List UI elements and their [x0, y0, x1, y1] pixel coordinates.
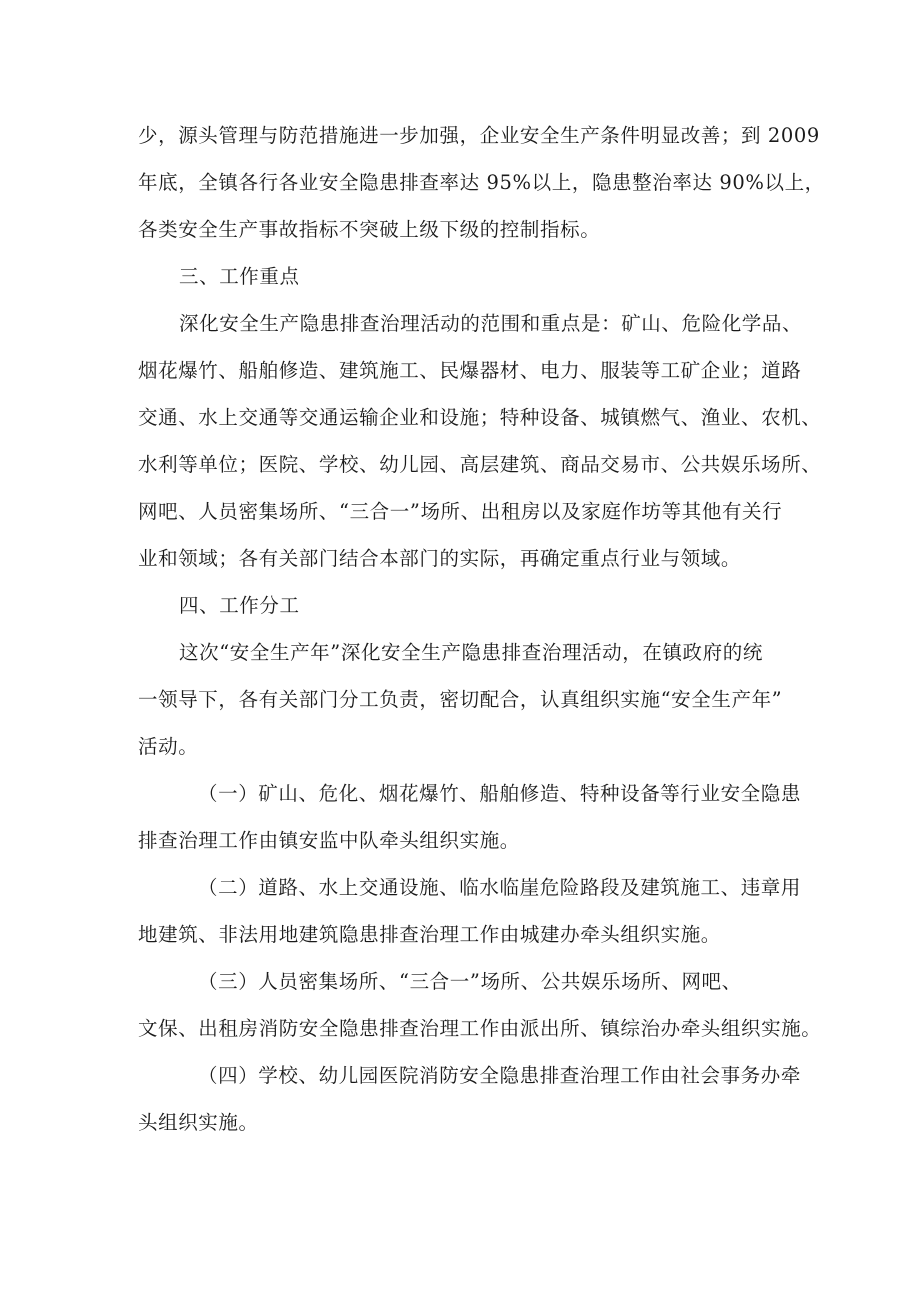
paragraph — [138, 629, 798, 770]
text-line: 少，源头管理与防范措施进一步加强，企业安全生产条件明显改善；到 2009 — [138, 124, 820, 147]
text-line: 地建筑、非法用地建筑隐患排查治理工作由城建办牵头组织实施。 — [138, 923, 721, 946]
text-line: 四、工作分工 — [179, 594, 300, 617]
section-heading — [138, 582, 798, 629]
section-heading — [138, 253, 798, 300]
text-line: 三、工作重点 — [179, 265, 300, 288]
paragraph — [138, 864, 802, 958]
text-line: 深化安全生产隐患排查治理活动的范围和重点是：矿山、危险化学品、 — [179, 312, 803, 335]
text-line: 网吧、人员密集场所、“三合一”场所、出租房以及家庭作坊等其他有关行 — [138, 500, 783, 523]
text-line: 活动。 — [138, 735, 199, 758]
text-line: 文保、出租房消防安全隐患排查治理工作由派出所、镇综治办牵头组织实施。 — [138, 1017, 822, 1040]
paragraph — [138, 1052, 802, 1146]
text-line: （二）道路、水上交通设施、临水临崖危险路段及建筑施工、违章用 — [198, 876, 802, 899]
text-line: 各类安全生产事故指标不突破上级下级的控制指标。 — [138, 218, 601, 241]
text-line: 年底，全镇各行各业安全隐患排查率达 95%以上，隐患整治率达 90%以上， — [138, 171, 825, 194]
paragraph — [138, 958, 822, 1052]
paragraph — [138, 112, 825, 253]
document-body — [138, 112, 825, 1146]
text-line: 这次“安全生产年”深化安全生产隐患排查治理活动，在镇政府的统 — [179, 641, 763, 664]
text-line: 业和领域；各有关部门结合本部门的实际，再确定重点行业与领域。 — [138, 547, 742, 570]
text-line: 头组织实施。 — [138, 1111, 259, 1134]
text-line: 烟花爆竹、船舶修造、建筑施工、民爆器材、电力、服装等工矿企业；道路 — [138, 359, 802, 382]
paragraph — [138, 300, 822, 582]
text-line: 交通、水上交通等交通运输企业和设施；特种设备、城镇燃气、渔业、农机、 — [138, 406, 822, 429]
text-line: （三）人员密集场所、“三合一”场所、公共娱乐场所、网吧、 — [198, 970, 742, 993]
text-line: 一领导下，各有关部门分工负责，密切配合，认真组织实施“安全生产年” — [138, 688, 783, 711]
text-line: 水利等单位；医院、学校、幼儿园、高层建筑、商品交易市、公共娱乐场所、 — [138, 453, 822, 476]
text-line: （四）学校、幼儿园医院消防安全隐患排查治理工作由社会事务办牵 — [198, 1064, 802, 1087]
text-line: 排查治理工作由镇安监中队牵头组织实施。 — [138, 829, 520, 852]
text-line: （一）矿山、危化、烟花爆竹、船舶修造、特种设备等行业安全隐患 — [198, 782, 802, 805]
paragraph — [138, 770, 802, 864]
